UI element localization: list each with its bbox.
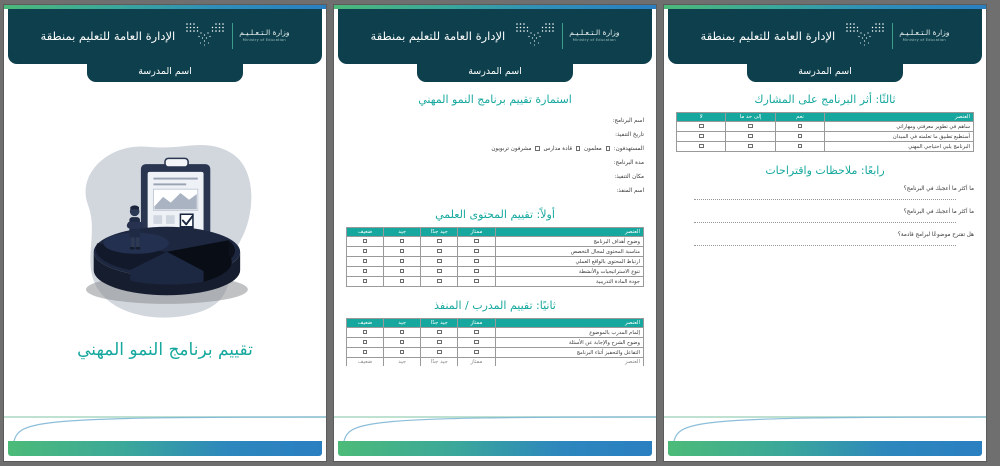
cell-good[interactable] bbox=[384, 338, 421, 348]
checkbox-supervisors[interactable] bbox=[535, 146, 539, 150]
row-label: وضوح أهداف البرنامج bbox=[495, 237, 644, 247]
answer-line[interactable] bbox=[694, 199, 956, 200]
question-liked-most-2: ما أكثر ما أعجبك في البرنامج؟ bbox=[903, 209, 974, 215]
checkbox-school-leaders[interactable] bbox=[576, 146, 580, 150]
row-label: وضوح الشرح والإجابة عن الأسئلة bbox=[495, 338, 644, 348]
table-impact-evaluation bbox=[676, 112, 974, 152]
option-school-leaders: قادة مدارس bbox=[543, 146, 573, 152]
cell-good[interactable] bbox=[384, 277, 421, 287]
table-row bbox=[347, 267, 644, 277]
checkbox-icon[interactable] bbox=[363, 249, 368, 254]
top-gradient-strip bbox=[4, 5, 326, 9]
field-program-name[interactable] bbox=[346, 118, 644, 124]
cell-somewhat[interactable] bbox=[726, 122, 775, 132]
cell-somewhat[interactable] bbox=[726, 132, 775, 142]
checkbox-icon[interactable] bbox=[400, 340, 405, 345]
school-name-pill[interactable]: اسم المدرسة bbox=[87, 61, 243, 82]
field-execution-place[interactable] bbox=[346, 174, 644, 180]
checkbox-icon[interactable] bbox=[437, 279, 442, 284]
table-header-row bbox=[677, 113, 974, 122]
checkbox-icon[interactable] bbox=[437, 269, 442, 274]
row-label: جودة المادة التدريبية bbox=[495, 277, 644, 287]
col-item: العنصر bbox=[495, 228, 644, 237]
cell-very-good[interactable] bbox=[421, 237, 458, 247]
row-label: تنوع الاستراتيجيات والأنشطة bbox=[495, 267, 644, 277]
palm-swords-icon bbox=[184, 21, 226, 51]
table-header-row bbox=[347, 228, 644, 237]
checkbox-icon[interactable] bbox=[437, 340, 442, 345]
page-header bbox=[668, 8, 982, 64]
footer-gradient-bar bbox=[338, 441, 652, 456]
col-excellent: ممتاز bbox=[458, 228, 495, 237]
checkbox-icon[interactable] bbox=[474, 269, 479, 274]
col-item: العنصر bbox=[825, 113, 974, 122]
checkbox-icon[interactable] bbox=[699, 144, 704, 149]
checkbox-icon[interactable] bbox=[798, 124, 803, 129]
section-four-title: رابعًا: ملاحظات واقتراحات bbox=[765, 164, 885, 177]
checkbox-icon[interactable] bbox=[748, 144, 753, 149]
school-name-pill[interactable]: اسم المدرسة bbox=[417, 61, 573, 82]
impact-notes-body bbox=[676, 85, 974, 409]
cell-somewhat[interactable] bbox=[726, 142, 775, 152]
cell-very-good[interactable] bbox=[421, 338, 458, 348]
program-info-fields bbox=[346, 118, 644, 194]
ministry-logo bbox=[514, 21, 619, 51]
ministry-name-en: Ministry of Education bbox=[572, 37, 616, 42]
checkbox-icon[interactable] bbox=[437, 249, 442, 254]
checkbox-icon[interactable] bbox=[363, 239, 368, 244]
cell-excellent[interactable] bbox=[458, 338, 495, 348]
checkbox-icon[interactable] bbox=[474, 239, 479, 244]
col-excellent: ممتاز bbox=[458, 358, 495, 366]
col-good: جيد bbox=[384, 319, 421, 328]
col-excellent: ممتاز bbox=[458, 319, 495, 328]
cell-weak[interactable] bbox=[347, 257, 384, 267]
checkbox-icon[interactable] bbox=[474, 279, 479, 284]
checkbox-icon[interactable] bbox=[400, 249, 405, 254]
cell-weak[interactable] bbox=[347, 328, 384, 338]
row-label: البرنامج يلبي احتياجي المهني bbox=[825, 142, 974, 152]
field-label: مكان التنفيذ: bbox=[614, 174, 644, 180]
checkbox-icon[interactable] bbox=[363, 259, 368, 264]
cell-excellent[interactable] bbox=[458, 277, 495, 287]
col-item: العنصر bbox=[495, 358, 644, 366]
page-header bbox=[338, 8, 652, 64]
col-good: جيد bbox=[384, 358, 421, 366]
cell-no[interactable] bbox=[677, 122, 726, 132]
field-label: مدة البرنامج: bbox=[613, 160, 644, 166]
section-three-title: ثالثًا: أثر البرنامج على المشارك bbox=[754, 93, 896, 106]
field-program-duration[interactable] bbox=[346, 160, 644, 166]
checkbox-icon[interactable] bbox=[437, 239, 442, 244]
field-executor-name[interactable] bbox=[346, 188, 644, 194]
top-gradient-strip bbox=[334, 5, 656, 9]
cell-no[interactable] bbox=[677, 142, 726, 152]
field-label: اسم البرنامج: bbox=[612, 118, 644, 124]
checkbox-icon[interactable] bbox=[748, 134, 753, 139]
cell-very-good[interactable] bbox=[421, 247, 458, 257]
checkbox-icon[interactable] bbox=[400, 259, 405, 264]
logo-divider bbox=[232, 23, 233, 49]
checkbox-icon[interactable] bbox=[363, 330, 368, 335]
cell-weak[interactable] bbox=[347, 348, 384, 358]
palm-swords-icon bbox=[514, 21, 556, 51]
answer-line[interactable] bbox=[694, 222, 956, 223]
palm-swords-icon bbox=[844, 21, 886, 51]
checkbox-icon[interactable] bbox=[474, 249, 479, 254]
logo-divider bbox=[562, 23, 563, 49]
checkbox-icon[interactable] bbox=[474, 259, 479, 264]
table-trainer-evaluation bbox=[346, 318, 644, 366]
field-target-audience[interactable] bbox=[346, 146, 644, 152]
footer-gradient-bar bbox=[668, 441, 982, 456]
col-no: لا bbox=[677, 113, 726, 122]
checkbox-icon[interactable] bbox=[400, 279, 405, 284]
table-row bbox=[347, 277, 644, 287]
checkbox-icon[interactable] bbox=[699, 124, 704, 129]
checkbox-icon[interactable] bbox=[437, 330, 442, 335]
question-suggested-topic: هل تقترح موضوعًا لبرامج قادمة؟ bbox=[897, 232, 974, 238]
table-row bbox=[347, 328, 644, 338]
table-row bbox=[347, 247, 644, 257]
col-somewhat: إلى حد ما bbox=[726, 113, 775, 122]
top-gradient-strip bbox=[664, 5, 986, 9]
row-label: التفاعل والتحفيز أثناء البرنامج bbox=[495, 348, 644, 358]
col-weak: ضعيف bbox=[347, 228, 384, 237]
cell-weak[interactable] bbox=[347, 267, 384, 277]
table-row bbox=[347, 348, 644, 358]
ministry-name-en: Ministry of Education bbox=[902, 37, 946, 42]
cell-good[interactable] bbox=[384, 328, 421, 338]
admin-title: الإدارة العامة للتعليم بمنطقة bbox=[700, 29, 836, 43]
table-row bbox=[677, 122, 974, 132]
cell-excellent[interactable] bbox=[458, 267, 495, 277]
checkbox-teachers[interactable] bbox=[606, 146, 610, 150]
ministry-logo bbox=[844, 21, 949, 51]
option-supervisors: مشرفون تربويون bbox=[491, 146, 532, 152]
checkbox-icon[interactable] bbox=[437, 350, 442, 355]
table-row-page-break-header bbox=[347, 358, 644, 366]
row-label: ارتباط المحتوى بالواقع العملي bbox=[495, 257, 644, 267]
row-label: أستطيع تطبيق ما تعلمته في الميدان bbox=[825, 132, 974, 142]
cell-very-good[interactable] bbox=[421, 328, 458, 338]
field-label: تاريخ التنفيذ: bbox=[615, 132, 644, 138]
col-very-good: جيد جدًا bbox=[421, 319, 458, 328]
page-form bbox=[334, 5, 656, 461]
cell-excellent[interactable] bbox=[458, 237, 495, 247]
section-two-title: ثانيًا: تقييم المدرب / المنفذ bbox=[434, 299, 556, 312]
logo-divider bbox=[892, 23, 893, 49]
cell-excellent[interactable] bbox=[458, 328, 495, 338]
table-row bbox=[347, 257, 644, 267]
cell-yes[interactable] bbox=[775, 142, 824, 152]
cell-excellent[interactable] bbox=[458, 348, 495, 358]
section-one-title: أولاً: تقييم المحتوى العلمي bbox=[435, 208, 555, 221]
page-cover bbox=[4, 5, 326, 461]
field-execution-date[interactable] bbox=[346, 132, 644, 138]
ministry-name-ar: وزارة الـتـعـلـيـم bbox=[239, 28, 290, 38]
checkbox-icon[interactable] bbox=[699, 134, 704, 139]
cell-yes[interactable] bbox=[775, 132, 824, 142]
checkbox-icon[interactable] bbox=[400, 330, 405, 335]
table-content-evaluation bbox=[346, 227, 644, 287]
ministry-name-en: Ministry of Education bbox=[242, 37, 286, 42]
form-title: استمارة تقييم برنامج النمو المهني bbox=[418, 93, 572, 106]
page-impact-notes bbox=[664, 5, 986, 461]
checkbox-icon[interactable] bbox=[363, 340, 368, 345]
evaluation-illustration bbox=[59, 134, 271, 334]
cell-very-good[interactable] bbox=[421, 257, 458, 267]
cell-very-good[interactable] bbox=[421, 348, 458, 358]
row-label: إلمام المدرب بالموضوع bbox=[495, 328, 644, 338]
col-good: جيد bbox=[384, 228, 421, 237]
cell-good[interactable] bbox=[384, 257, 421, 267]
cover-body bbox=[16, 85, 314, 409]
ministry-name-ar: وزارة الـتـعـلـيـم bbox=[899, 28, 950, 38]
cell-yes[interactable] bbox=[775, 122, 824, 132]
checkbox-icon[interactable] bbox=[474, 330, 479, 335]
col-weak: ضعيف bbox=[347, 358, 384, 366]
admin-title: الإدارة العامة للتعليم بمنطقة bbox=[370, 29, 506, 43]
ministry-name-ar: وزارة الـتـعـلـيـم bbox=[569, 28, 620, 38]
col-yes: نعم bbox=[775, 113, 824, 122]
cell-good[interactable] bbox=[384, 247, 421, 257]
cell-no[interactable] bbox=[677, 132, 726, 142]
option-teachers: معلمون bbox=[584, 146, 602, 152]
checkbox-icon[interactable] bbox=[400, 269, 405, 274]
row-label: مناسبة المحتوى لمجال التخصص bbox=[495, 247, 644, 257]
cover-title: تقييم برنامج النمو المهني bbox=[77, 340, 253, 360]
field-label: اسم المنفذ: bbox=[616, 188, 644, 194]
col-very-good: جيد جدًا bbox=[421, 358, 458, 366]
checkbox-icon[interactable] bbox=[363, 279, 368, 284]
checkbox-icon[interactable] bbox=[363, 269, 368, 274]
ministry-logo bbox=[184, 21, 289, 51]
question-liked-most: ما أكثر ما أعجبك في البرنامج؟ bbox=[903, 186, 974, 192]
checkbox-icon[interactable] bbox=[437, 259, 442, 264]
row-label: ساهم في تطوير معرفتي ومهاراتي bbox=[825, 122, 974, 132]
table-row bbox=[677, 132, 974, 142]
cell-excellent[interactable] bbox=[458, 257, 495, 267]
checkbox-icon[interactable] bbox=[474, 340, 479, 345]
field-label: المستهدفون: bbox=[613, 146, 644, 152]
cell-good[interactable] bbox=[384, 348, 421, 358]
col-weak: ضعيف bbox=[347, 319, 384, 328]
cell-weak[interactable] bbox=[347, 277, 384, 287]
checkbox-icon[interactable] bbox=[363, 350, 368, 355]
col-very-good: جيد جدًا bbox=[421, 228, 458, 237]
checkbox-icon[interactable] bbox=[798, 144, 803, 149]
table-row bbox=[677, 142, 974, 152]
table-header-row bbox=[347, 319, 644, 328]
table-row bbox=[347, 338, 644, 348]
col-item: العنصر bbox=[495, 319, 644, 328]
checkbox-icon[interactable] bbox=[798, 134, 803, 139]
cell-excellent[interactable] bbox=[458, 247, 495, 257]
checkbox-icon[interactable] bbox=[400, 239, 405, 244]
page-header bbox=[8, 8, 322, 64]
cell-good[interactable] bbox=[384, 237, 421, 247]
school-name-pill[interactable]: اسم المدرسة bbox=[747, 61, 903, 82]
cell-very-good[interactable] bbox=[421, 267, 458, 277]
checkbox-icon[interactable] bbox=[748, 124, 753, 129]
table-row bbox=[347, 237, 644, 247]
cell-weak[interactable] bbox=[347, 247, 384, 257]
cell-weak[interactable] bbox=[347, 237, 384, 247]
checkbox-icon[interactable] bbox=[400, 350, 405, 355]
cell-very-good[interactable] bbox=[421, 277, 458, 287]
admin-title: الإدارة العامة للتعليم بمنطقة bbox=[40, 29, 176, 43]
footer-gradient-bar bbox=[8, 441, 322, 456]
form-body bbox=[346, 85, 644, 409]
cell-weak[interactable] bbox=[347, 338, 384, 348]
cell-good[interactable] bbox=[384, 267, 421, 277]
checkbox-icon[interactable] bbox=[474, 350, 479, 355]
answer-line[interactable] bbox=[694, 245, 956, 246]
